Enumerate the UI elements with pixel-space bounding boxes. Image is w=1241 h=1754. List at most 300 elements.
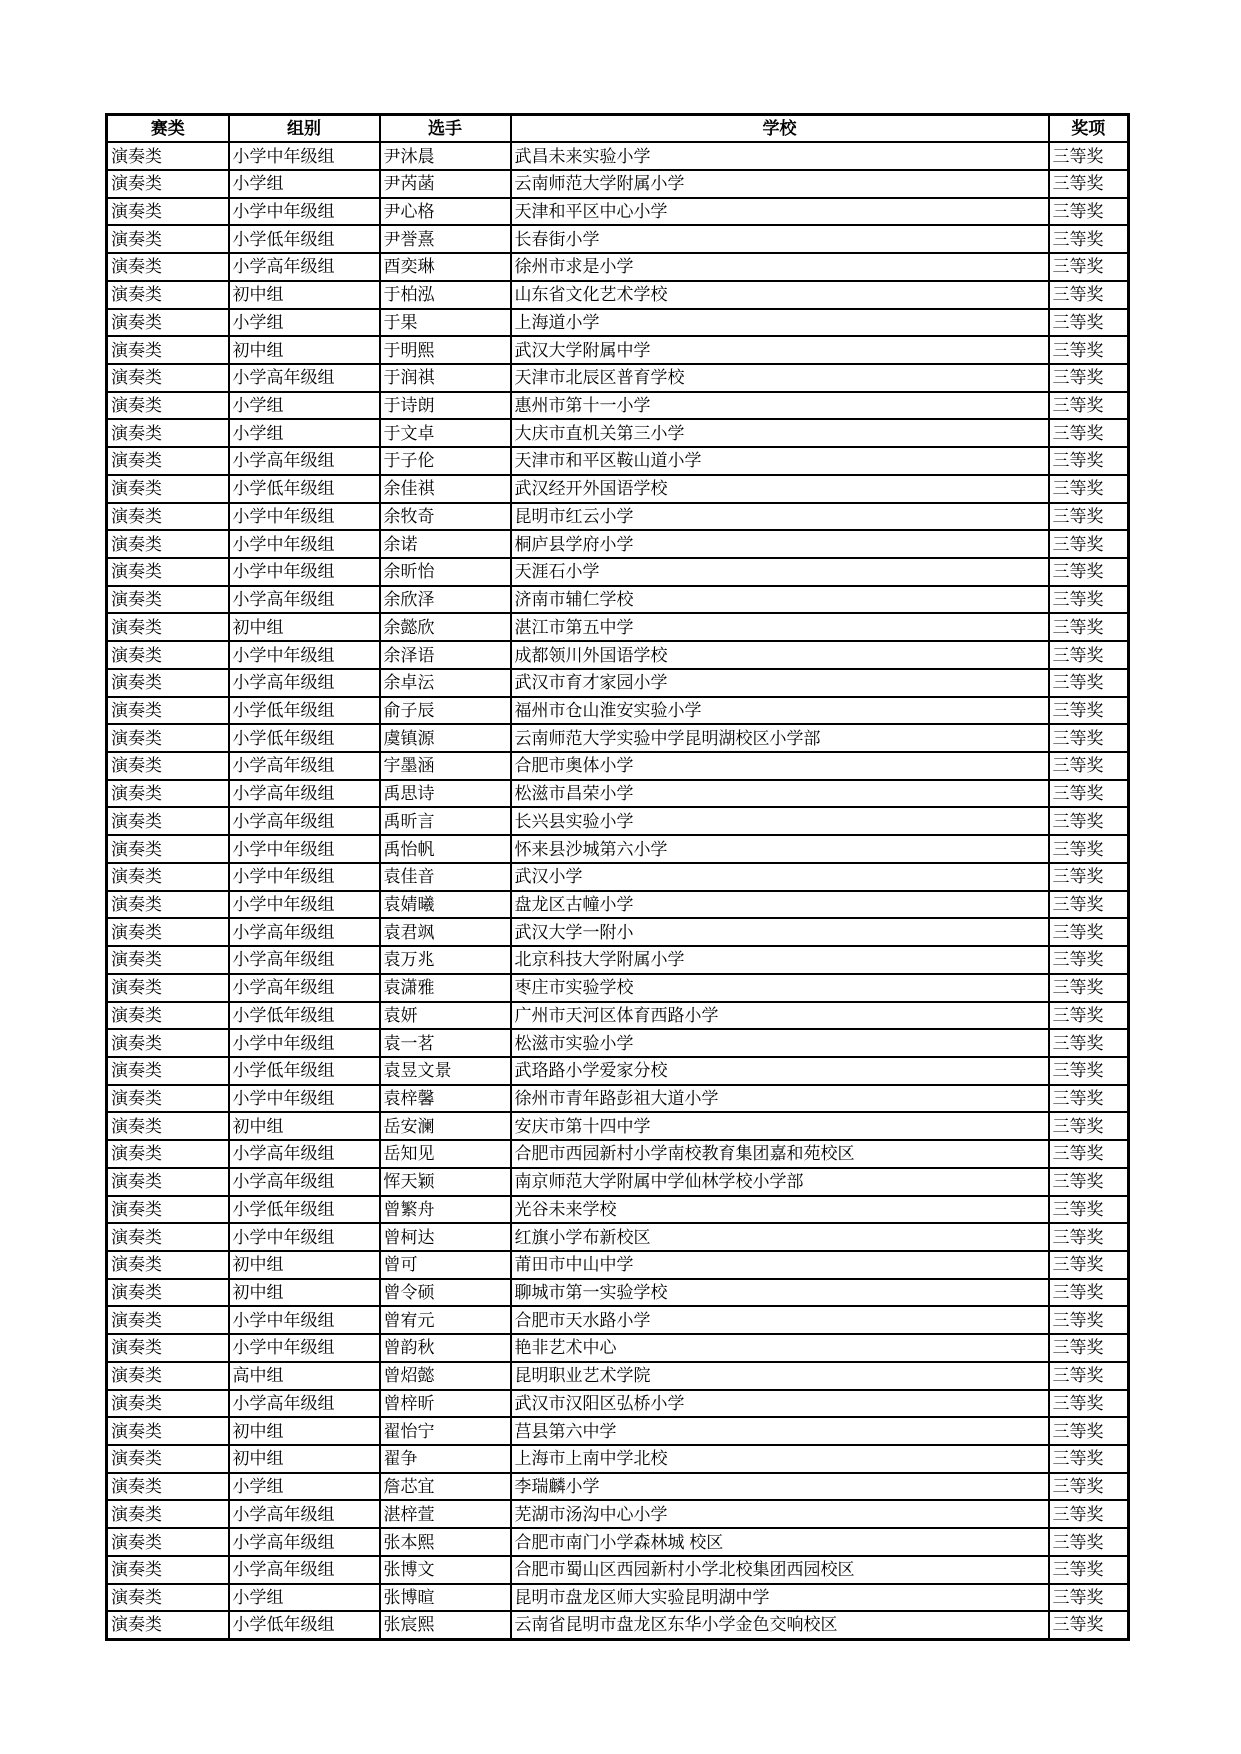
cell-award: 三等奖 bbox=[1049, 447, 1129, 475]
table-row bbox=[107, 281, 1129, 309]
cell-group: 小学低年级组 bbox=[229, 225, 380, 253]
table-row bbox=[107, 1140, 1129, 1168]
cell-award: 三等奖 bbox=[1049, 1362, 1129, 1390]
cell-award: 三等奖 bbox=[1049, 392, 1129, 420]
cell-award: 三等奖 bbox=[1049, 281, 1129, 309]
table-row bbox=[107, 641, 1129, 669]
cell-group: 小学高年级组 bbox=[229, 918, 380, 946]
cell-category: 演奏类 bbox=[107, 253, 229, 281]
cell-contestant: 于柏泓 bbox=[380, 281, 511, 309]
cell-contestant: 袁梓馨 bbox=[380, 1085, 511, 1113]
cell-category: 演奏类 bbox=[107, 475, 229, 503]
cell-contestant: 余佳祺 bbox=[380, 475, 511, 503]
cell-award: 三等奖 bbox=[1049, 1500, 1129, 1528]
cell-school: 大庆市直机关第三小学 bbox=[511, 419, 1049, 447]
cell-contestant: 宇墨涵 bbox=[380, 752, 511, 780]
cell-award: 三等奖 bbox=[1049, 835, 1129, 863]
cell-contestant: 余牧奇 bbox=[380, 503, 511, 531]
cell-award: 三等奖 bbox=[1049, 1473, 1129, 1501]
cell-school: 云南师范大学实验中学昆明湖校区小学部 bbox=[511, 724, 1049, 752]
cell-contestant: 曾繁舟 bbox=[380, 1196, 511, 1224]
table-row bbox=[107, 863, 1129, 891]
table-row bbox=[107, 1002, 1129, 1030]
cell-contestant: 曾韵秋 bbox=[380, 1334, 511, 1362]
cell-school: 惠州市第十一小学 bbox=[511, 392, 1049, 420]
cell-school: 昆明市盘龙区师大实验昆明湖中学 bbox=[511, 1584, 1049, 1612]
table-row bbox=[107, 1279, 1129, 1307]
table-row bbox=[107, 1362, 1129, 1390]
table-row bbox=[107, 170, 1129, 198]
cell-school: 李瑞麟小学 bbox=[511, 1473, 1049, 1501]
cell-category: 演奏类 bbox=[107, 780, 229, 808]
column-header-school: 学校 bbox=[511, 115, 1049, 143]
cell-award: 三等奖 bbox=[1049, 669, 1129, 697]
cell-group: 初中组 bbox=[229, 1251, 380, 1279]
cell-group: 初中组 bbox=[229, 1417, 380, 1445]
cell-group: 小学高年级组 bbox=[229, 946, 380, 974]
table-row bbox=[107, 613, 1129, 641]
table-row bbox=[107, 1611, 1129, 1639]
cell-school: 北京科技大学附属小学 bbox=[511, 946, 1049, 974]
cell-school: 武珞路小学爱家分校 bbox=[511, 1057, 1049, 1085]
cell-group: 小学中年级组 bbox=[229, 530, 380, 558]
header-row bbox=[107, 115, 1129, 143]
table-row bbox=[107, 1445, 1129, 1473]
cell-school: 徐州市求是小学 bbox=[511, 253, 1049, 281]
cell-contestant: 余欣泽 bbox=[380, 586, 511, 614]
cell-award: 三等奖 bbox=[1049, 1334, 1129, 1362]
cell-contestant: 岳知见 bbox=[380, 1140, 511, 1168]
cell-contestant: 尹心格 bbox=[380, 198, 511, 226]
cell-group: 小学组 bbox=[229, 419, 380, 447]
table-row bbox=[107, 364, 1129, 392]
cell-school: 济南市辅仁学校 bbox=[511, 586, 1049, 614]
cell-group: 小学中年级组 bbox=[229, 558, 380, 586]
cell-award: 三等奖 bbox=[1049, 475, 1129, 503]
cell-group: 小学中年级组 bbox=[229, 891, 380, 919]
cell-award: 三等奖 bbox=[1049, 863, 1129, 891]
table-row bbox=[107, 918, 1129, 946]
cell-school: 天津和平区中心小学 bbox=[511, 198, 1049, 226]
cell-contestant: 于果 bbox=[380, 309, 511, 337]
cell-school: 南京师范大学附属中学仙林学校小学部 bbox=[511, 1168, 1049, 1196]
cell-contestant: 曾梓昕 bbox=[380, 1390, 511, 1418]
cell-contestant: 袁潇雅 bbox=[380, 974, 511, 1002]
cell-school: 上海市上南中学北校 bbox=[511, 1445, 1049, 1473]
table-row bbox=[107, 1584, 1129, 1612]
cell-category: 演奏类 bbox=[107, 1140, 229, 1168]
cell-category: 演奏类 bbox=[107, 1528, 229, 1556]
cell-school: 武昌未来实验小学 bbox=[511, 142, 1049, 170]
cell-group: 小学中年级组 bbox=[229, 863, 380, 891]
cell-category: 演奏类 bbox=[107, 641, 229, 669]
cell-category: 演奏类 bbox=[107, 1445, 229, 1473]
cell-award: 三等奖 bbox=[1049, 780, 1129, 808]
cell-school: 合肥市西园新村小学南校教育集团嘉和苑校区 bbox=[511, 1140, 1049, 1168]
cell-category: 演奏类 bbox=[107, 752, 229, 780]
cell-award: 三等奖 bbox=[1049, 142, 1129, 170]
cell-contestant: 虞镇源 bbox=[380, 724, 511, 752]
cell-contestant: 余诺 bbox=[380, 530, 511, 558]
cell-award: 三等奖 bbox=[1049, 1112, 1129, 1140]
table-row bbox=[107, 891, 1129, 919]
cell-group: 小学中年级组 bbox=[229, 641, 380, 669]
cell-group: 小学中年级组 bbox=[229, 1029, 380, 1057]
cell-award: 三等奖 bbox=[1049, 1584, 1129, 1612]
cell-contestant: 詹芯宜 bbox=[380, 1473, 511, 1501]
cell-contestant: 余懿欣 bbox=[380, 613, 511, 641]
cell-group: 小学低年级组 bbox=[229, 1002, 380, 1030]
cell-school: 天涯石小学 bbox=[511, 558, 1049, 586]
cell-school: 福州市仓山淮安实验小学 bbox=[511, 697, 1049, 725]
cell-group: 小学中年级组 bbox=[229, 1223, 380, 1251]
cell-school: 武汉经开外国语学校 bbox=[511, 475, 1049, 503]
cell-contestant: 袁昱文景 bbox=[380, 1057, 511, 1085]
cell-school: 徐州市青年路彭祖大道小学 bbox=[511, 1085, 1049, 1113]
table-row bbox=[107, 447, 1129, 475]
cell-school: 枣庄市实验学校 bbox=[511, 974, 1049, 1002]
cell-award: 三等奖 bbox=[1049, 1306, 1129, 1334]
table-row bbox=[107, 724, 1129, 752]
cell-award: 三等奖 bbox=[1049, 1223, 1129, 1251]
cell-award: 三等奖 bbox=[1049, 697, 1129, 725]
cell-award: 三等奖 bbox=[1049, 807, 1129, 835]
table-row bbox=[107, 198, 1129, 226]
cell-category: 演奏类 bbox=[107, 807, 229, 835]
cell-school: 武汉市汉阳区弘桥小学 bbox=[511, 1390, 1049, 1418]
table-row bbox=[107, 1112, 1129, 1140]
cell-category: 演奏类 bbox=[107, 1168, 229, 1196]
cell-group: 初中组 bbox=[229, 336, 380, 364]
cell-award: 三等奖 bbox=[1049, 1057, 1129, 1085]
cell-award: 三等奖 bbox=[1049, 419, 1129, 447]
table-row bbox=[107, 1500, 1129, 1528]
table-row bbox=[107, 225, 1129, 253]
cell-school: 艳非艺术中心 bbox=[511, 1334, 1049, 1362]
cell-group: 小学高年级组 bbox=[229, 669, 380, 697]
cell-award: 三等奖 bbox=[1049, 752, 1129, 780]
table-row bbox=[107, 1528, 1129, 1556]
cell-contestant: 袁一茗 bbox=[380, 1029, 511, 1057]
cell-group: 小学高年级组 bbox=[229, 780, 380, 808]
cell-contestant: 翟怡宁 bbox=[380, 1417, 511, 1445]
cell-award: 三等奖 bbox=[1049, 225, 1129, 253]
cell-category: 演奏类 bbox=[107, 1279, 229, 1307]
cell-category: 演奏类 bbox=[107, 1306, 229, 1334]
table-row bbox=[107, 392, 1129, 420]
cell-category: 演奏类 bbox=[107, 1223, 229, 1251]
cell-school: 湛江市第五中学 bbox=[511, 613, 1049, 641]
cell-school: 莒县第六中学 bbox=[511, 1417, 1049, 1445]
cell-contestant: 于子伦 bbox=[380, 447, 511, 475]
cell-school: 上海道小学 bbox=[511, 309, 1049, 337]
cell-school: 武汉市育才家园小学 bbox=[511, 669, 1049, 697]
cell-school: 昆明市红云小学 bbox=[511, 503, 1049, 531]
cell-award: 三等奖 bbox=[1049, 503, 1129, 531]
cell-award: 三等奖 bbox=[1049, 198, 1129, 226]
cell-contestant: 曾柯达 bbox=[380, 1223, 511, 1251]
table-row bbox=[107, 1029, 1129, 1057]
cell-school: 芜湖市汤沟中心小学 bbox=[511, 1500, 1049, 1528]
cell-contestant: 湛梓萱 bbox=[380, 1500, 511, 1528]
cell-school: 松滋市实验小学 bbox=[511, 1029, 1049, 1057]
table-row bbox=[107, 586, 1129, 614]
cell-school: 光谷未来学校 bbox=[511, 1196, 1049, 1224]
cell-category: 演奏类 bbox=[107, 974, 229, 1002]
cell-category: 演奏类 bbox=[107, 1362, 229, 1390]
cell-school: 广州市天河区体育西路小学 bbox=[511, 1002, 1049, 1030]
cell-contestant: 余昕怡 bbox=[380, 558, 511, 586]
cell-contestant: 张本熙 bbox=[380, 1528, 511, 1556]
cell-award: 三等奖 bbox=[1049, 946, 1129, 974]
cell-school: 合肥市奥体小学 bbox=[511, 752, 1049, 780]
table-row bbox=[107, 1417, 1129, 1445]
cell-award: 三等奖 bbox=[1049, 253, 1129, 281]
cell-group: 初中组 bbox=[229, 1112, 380, 1140]
cell-group: 小学高年级组 bbox=[229, 447, 380, 475]
cell-school: 莆田市中山中学 bbox=[511, 1251, 1049, 1279]
cell-school: 安庆市第十四中学 bbox=[511, 1112, 1049, 1140]
cell-category: 演奏类 bbox=[107, 309, 229, 337]
cell-category: 演奏类 bbox=[107, 1611, 229, 1639]
table-row bbox=[107, 419, 1129, 447]
table-row bbox=[107, 475, 1129, 503]
cell-contestant: 曾令硕 bbox=[380, 1279, 511, 1307]
column-header-group: 组别 bbox=[229, 115, 380, 143]
cell-contestant: 禹思诗 bbox=[380, 780, 511, 808]
table-body bbox=[107, 142, 1129, 1639]
cell-category: 演奏类 bbox=[107, 1057, 229, 1085]
table-row bbox=[107, 1057, 1129, 1085]
cell-group: 小学高年级组 bbox=[229, 1390, 380, 1418]
cell-school: 天津市和平区鞍山道小学 bbox=[511, 447, 1049, 475]
cell-contestant: 禹昕言 bbox=[380, 807, 511, 835]
cell-school: 合肥市天水路小学 bbox=[511, 1306, 1049, 1334]
cell-category: 演奏类 bbox=[107, 1500, 229, 1528]
table-row bbox=[107, 1196, 1129, 1224]
cell-award: 三等奖 bbox=[1049, 1196, 1129, 1224]
cell-contestant: 曾宥元 bbox=[380, 1306, 511, 1334]
cell-category: 演奏类 bbox=[107, 1417, 229, 1445]
cell-award: 三等奖 bbox=[1049, 891, 1129, 919]
cell-award: 三等奖 bbox=[1049, 1417, 1129, 1445]
cell-group: 小学高年级组 bbox=[229, 1528, 380, 1556]
cell-group: 小学高年级组 bbox=[229, 807, 380, 835]
cell-contestant: 袁君飒 bbox=[380, 918, 511, 946]
cell-contestant: 袁万兆 bbox=[380, 946, 511, 974]
cell-contestant: 张宸熙 bbox=[380, 1611, 511, 1639]
cell-award: 三等奖 bbox=[1049, 309, 1129, 337]
cell-contestant: 袁佳音 bbox=[380, 863, 511, 891]
column-header-category: 赛类 bbox=[107, 115, 229, 143]
cell-award: 三等奖 bbox=[1049, 1556, 1129, 1584]
cell-award: 三等奖 bbox=[1049, 586, 1129, 614]
cell-award: 三等奖 bbox=[1049, 170, 1129, 198]
cell-contestant: 尹誉熹 bbox=[380, 225, 511, 253]
cell-school: 武汉大学一附小 bbox=[511, 918, 1049, 946]
cell-category: 演奏类 bbox=[107, 281, 229, 309]
cell-award: 三等奖 bbox=[1049, 641, 1129, 669]
cell-category: 演奏类 bbox=[107, 1112, 229, 1140]
table-row bbox=[107, 309, 1129, 337]
table-row bbox=[107, 530, 1129, 558]
cell-group: 小学高年级组 bbox=[229, 1168, 380, 1196]
cell-group: 小学高年级组 bbox=[229, 1500, 380, 1528]
table-row bbox=[107, 1556, 1129, 1584]
table-row bbox=[107, 1306, 1129, 1334]
cell-group: 小学中年级组 bbox=[229, 835, 380, 863]
cell-category: 演奏类 bbox=[107, 863, 229, 891]
cell-contestant: 张博文 bbox=[380, 1556, 511, 1584]
cell-category: 演奏类 bbox=[107, 586, 229, 614]
cell-category: 演奏类 bbox=[107, 364, 229, 392]
cell-award: 三等奖 bbox=[1049, 1528, 1129, 1556]
cell-category: 演奏类 bbox=[107, 198, 229, 226]
cell-school: 桐庐县学府小学 bbox=[511, 530, 1049, 558]
cell-category: 演奏类 bbox=[107, 724, 229, 752]
cell-award: 三等奖 bbox=[1049, 1279, 1129, 1307]
cell-group: 小学高年级组 bbox=[229, 253, 380, 281]
cell-contestant: 酉奕琳 bbox=[380, 253, 511, 281]
cell-award: 三等奖 bbox=[1049, 1611, 1129, 1639]
cell-contestant: 于诗朗 bbox=[380, 392, 511, 420]
cell-group: 初中组 bbox=[229, 1445, 380, 1473]
table-row bbox=[107, 1473, 1129, 1501]
cell-award: 三等奖 bbox=[1049, 1140, 1129, 1168]
cell-group: 小学高年级组 bbox=[229, 1556, 380, 1584]
cell-school: 昆明职业艺术学院 bbox=[511, 1362, 1049, 1390]
cell-category: 演奏类 bbox=[107, 1556, 229, 1584]
table-row bbox=[107, 1168, 1129, 1196]
awards-table bbox=[105, 113, 1130, 1641]
cell-school: 成都领川外国语学校 bbox=[511, 641, 1049, 669]
cell-category: 演奏类 bbox=[107, 392, 229, 420]
cell-category: 演奏类 bbox=[107, 558, 229, 586]
cell-group: 小学低年级组 bbox=[229, 1611, 380, 1639]
cell-school: 云南省昆明市盘龙区东华小学金色交响校区 bbox=[511, 1611, 1049, 1639]
table-row bbox=[107, 974, 1129, 1002]
cell-category: 演奏类 bbox=[107, 891, 229, 919]
cell-group: 小学高年级组 bbox=[229, 974, 380, 1002]
cell-contestant: 余卓沄 bbox=[380, 669, 511, 697]
cell-group: 小学组 bbox=[229, 1473, 380, 1501]
cell-group: 小学高年级组 bbox=[229, 1140, 380, 1168]
cell-group: 初中组 bbox=[229, 281, 380, 309]
cell-school: 盘龙区古幢小学 bbox=[511, 891, 1049, 919]
table-row bbox=[107, 336, 1129, 364]
cell-group: 小学中年级组 bbox=[229, 1306, 380, 1334]
cell-group: 初中组 bbox=[229, 613, 380, 641]
cell-category: 演奏类 bbox=[107, 1029, 229, 1057]
table-row bbox=[107, 558, 1129, 586]
cell-award: 三等奖 bbox=[1049, 1002, 1129, 1030]
cell-school: 怀来县沙城第六小学 bbox=[511, 835, 1049, 863]
cell-contestant: 恽天颖 bbox=[380, 1168, 511, 1196]
cell-contestant: 翟争 bbox=[380, 1445, 511, 1473]
cell-contestant: 曾炤懿 bbox=[380, 1362, 511, 1390]
cell-category: 演奏类 bbox=[107, 1390, 229, 1418]
cell-school: 武汉小学 bbox=[511, 863, 1049, 891]
cell-award: 三等奖 bbox=[1049, 1085, 1129, 1113]
cell-group: 高中组 bbox=[229, 1362, 380, 1390]
cell-category: 演奏类 bbox=[107, 1334, 229, 1362]
table-row bbox=[107, 1390, 1129, 1418]
table-row bbox=[107, 1251, 1129, 1279]
cell-group: 小学低年级组 bbox=[229, 697, 380, 725]
table-row bbox=[107, 669, 1129, 697]
cell-category: 演奏类 bbox=[107, 503, 229, 531]
cell-group: 小学中年级组 bbox=[229, 1085, 380, 1113]
cell-award: 三等奖 bbox=[1049, 336, 1129, 364]
cell-group: 小学组 bbox=[229, 170, 380, 198]
cell-group: 小学高年级组 bbox=[229, 364, 380, 392]
cell-group: 小学低年级组 bbox=[229, 1057, 380, 1085]
table-row bbox=[107, 503, 1129, 531]
cell-award: 三等奖 bbox=[1049, 530, 1129, 558]
cell-award: 三等奖 bbox=[1049, 1390, 1129, 1418]
cell-category: 演奏类 bbox=[107, 613, 229, 641]
cell-award: 三等奖 bbox=[1049, 1445, 1129, 1473]
cell-contestant: 袁妍 bbox=[380, 1002, 511, 1030]
table-row bbox=[107, 780, 1129, 808]
cell-school: 云南师范大学附属小学 bbox=[511, 170, 1049, 198]
table-row bbox=[107, 142, 1129, 170]
cell-group: 小学高年级组 bbox=[229, 752, 380, 780]
cell-category: 演奏类 bbox=[107, 697, 229, 725]
cell-category: 演奏类 bbox=[107, 170, 229, 198]
cell-group: 小学低年级组 bbox=[229, 724, 380, 752]
cell-school: 长兴县实验小学 bbox=[511, 807, 1049, 835]
cell-category: 演奏类 bbox=[107, 1473, 229, 1501]
cell-school: 聊城市第一实验学校 bbox=[511, 1279, 1049, 1307]
cell-award: 三等奖 bbox=[1049, 364, 1129, 392]
cell-contestant: 尹沐晨 bbox=[380, 142, 511, 170]
cell-school: 长春街小学 bbox=[511, 225, 1049, 253]
cell-group: 小学高年级组 bbox=[229, 586, 380, 614]
cell-group: 小学中年级组 bbox=[229, 503, 380, 531]
cell-category: 演奏类 bbox=[107, 142, 229, 170]
cell-category: 演奏类 bbox=[107, 1085, 229, 1113]
cell-contestant: 于文卓 bbox=[380, 419, 511, 447]
cell-category: 演奏类 bbox=[107, 669, 229, 697]
cell-group: 小学组 bbox=[229, 392, 380, 420]
table-row bbox=[107, 946, 1129, 974]
cell-contestant: 于润祺 bbox=[380, 364, 511, 392]
table-row bbox=[107, 1334, 1129, 1362]
cell-group: 小学中年级组 bbox=[229, 198, 380, 226]
cell-group: 初中组 bbox=[229, 1279, 380, 1307]
cell-category: 演奏类 bbox=[107, 1196, 229, 1224]
cell-award: 三等奖 bbox=[1049, 724, 1129, 752]
cell-contestant: 尹芮菡 bbox=[380, 170, 511, 198]
table-row bbox=[107, 253, 1129, 281]
cell-category: 演奏类 bbox=[107, 336, 229, 364]
cell-category: 演奏类 bbox=[107, 1251, 229, 1279]
cell-contestant: 岳安澜 bbox=[380, 1112, 511, 1140]
cell-category: 演奏类 bbox=[107, 1584, 229, 1612]
cell-category: 演奏类 bbox=[107, 918, 229, 946]
cell-category: 演奏类 bbox=[107, 835, 229, 863]
cell-group: 小学组 bbox=[229, 309, 380, 337]
cell-award: 三等奖 bbox=[1049, 918, 1129, 946]
cell-award: 三等奖 bbox=[1049, 1251, 1129, 1279]
table-row bbox=[107, 752, 1129, 780]
cell-category: 演奏类 bbox=[107, 419, 229, 447]
column-header-award: 奖项 bbox=[1049, 115, 1129, 143]
table-row bbox=[107, 835, 1129, 863]
cell-contestant: 禹怡帆 bbox=[380, 835, 511, 863]
cell-group: 小学组 bbox=[229, 1584, 380, 1612]
